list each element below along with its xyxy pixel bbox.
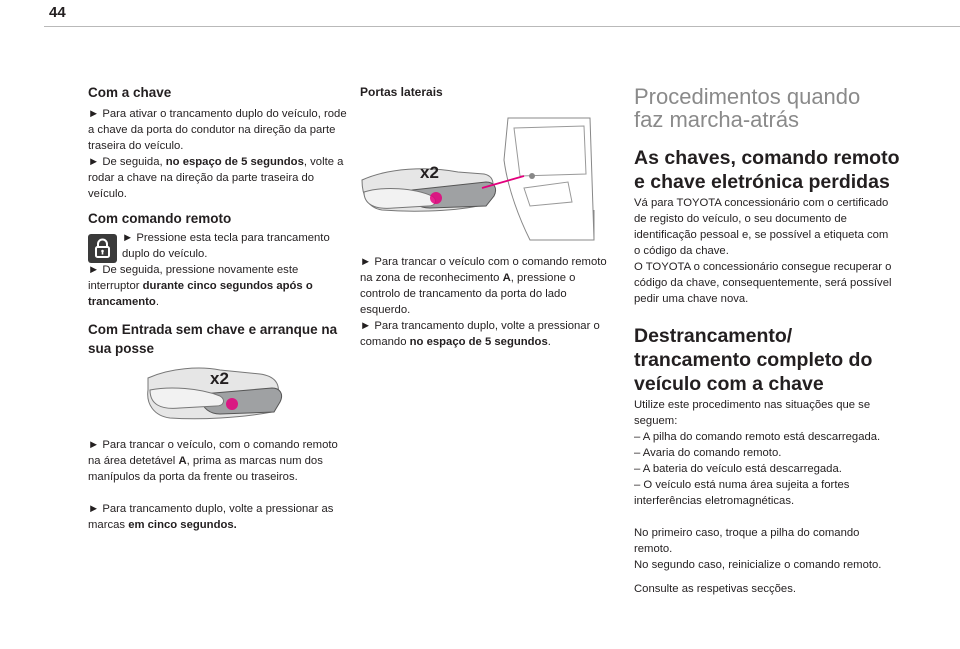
list-item: – Avaria do comando remoto. (634, 447, 782, 459)
lock-button-icon (88, 234, 117, 263)
paragraph-lost-keys-1: Vá para TOYOTA concessionário com o certificado de registo do veículo, o seu documento de identificação pessoal e, se possível a etiqueta com o código da chave. (634, 197, 889, 257)
text-keyless-1-post: , prima as marcas num dos manípulos da porta da frente ou traseiros. (88, 455, 323, 483)
paragraph-key-1 (88, 106, 350, 202)
paragraph-side-1 (360, 254, 618, 318)
paragraph-lost-keys-2: O TOYOTA o concessionário consegue recuperar o código da chave, consequentemente, será possível pedir uma chave nova. (634, 261, 892, 305)
text-keyless-2-pre: ► Para trancamento duplo, volte a pressionar as marcas (88, 503, 334, 531)
paragraph-keyless-1 (88, 437, 350, 485)
side-door-illustration (358, 110, 600, 248)
list-item: – A pilha do comando remoto está descarregada. (634, 431, 881, 443)
text-key-instruction-2-bold: no espaço de 5 segundos (165, 156, 304, 168)
text-keyless-1-bold: A (178, 455, 187, 467)
paragraph-second-case: No segundo caso, reinicialize o comando remoto. (634, 559, 882, 571)
heading-com-a-chave: Com a chave (88, 85, 172, 100)
heading-com-comando-remoto: Com comando remoto (88, 211, 232, 226)
text-keyless-2-bold: em cinco segundos. (128, 519, 237, 531)
text-side-2-pre: ► Para trancamento duplo, volte a pressionar o comando (360, 320, 600, 348)
paragraph-side-2 (360, 318, 618, 350)
text-key-instruction-2-post: , volte a rodar a chave na direção da parte traseira do veículo. (88, 156, 344, 200)
heading-lost-keys: As chaves, comando remoto e chave eletrónica perdidas (634, 147, 900, 193)
touch-point-marker (226, 398, 238, 410)
text-remote-bold: durante cinco segundos após o trancamento (88, 280, 313, 308)
paragraph-keyless-2 (88, 501, 350, 533)
situations-list (634, 429, 896, 509)
text-side-2-post: . (547, 336, 551, 348)
text-remote-post: . (155, 296, 159, 308)
list-item: – O veículo está numa área sujeita a fortes interferências eletromagnéticas. (634, 479, 850, 507)
text-key-instruction-2-pre: ► De seguida, (88, 156, 166, 168)
side-touch-point-marker (430, 192, 442, 204)
text-remote-pre: ► De seguida, pressione novamente este interruptor (88, 264, 299, 292)
list-item: – A bateria do veículo está descarregada. (634, 463, 842, 475)
paragraph-situations: Utilize este procedimento nas situações que se seguem: (634, 399, 871, 427)
heading-portas-laterais: Portas laterais (360, 85, 443, 99)
heading-keyless-entry: Com Entrada sem chave e arranque na sua posse (88, 322, 338, 356)
text-side-1-bold: A (502, 272, 511, 284)
paragraph-remote-1: ► Pressione esta tecla para trancamento duplo do veículo. (122, 232, 330, 260)
paragraph-remote-2 (88, 262, 350, 310)
heading-unlock-lock: Destrancamento/ trancamento completo do veículo com a chave (634, 325, 873, 395)
door-handle-illustration (140, 360, 300, 436)
header-rule (44, 26, 960, 27)
paragraph-see-sections: Consulte as respetivas secções. (634, 583, 797, 595)
text-side-1-post: , pressione o controlo de trancamento da porta do lado esquerdo. (360, 272, 576, 316)
page-number: 44 (49, 4, 66, 21)
section-title: Procedimentos quando faz marcha-atrás (634, 84, 861, 132)
text-side-2-bold: no espaço de 5 segundos (409, 336, 548, 348)
figure-label-x2: x2 (210, 369, 229, 388)
text-keyless-1-pre: ► Para trancar o veículo, com o comando remoto na área detetável (88, 439, 338, 467)
paragraph-first-case: No primeiro caso, troque a pilha do comando remoto. (634, 527, 860, 555)
text-side-1-pre: ► Para trancar o veículo com o comando remoto na zona de reconhecimento (360, 256, 607, 284)
side-figure-label-x2: x2 (420, 163, 439, 182)
text-key-instruction-1: ► Para ativar o trancamento duplo do veículo, rode a chave da porta do condutor na direção da parte traseira do veículo. (88, 108, 347, 152)
